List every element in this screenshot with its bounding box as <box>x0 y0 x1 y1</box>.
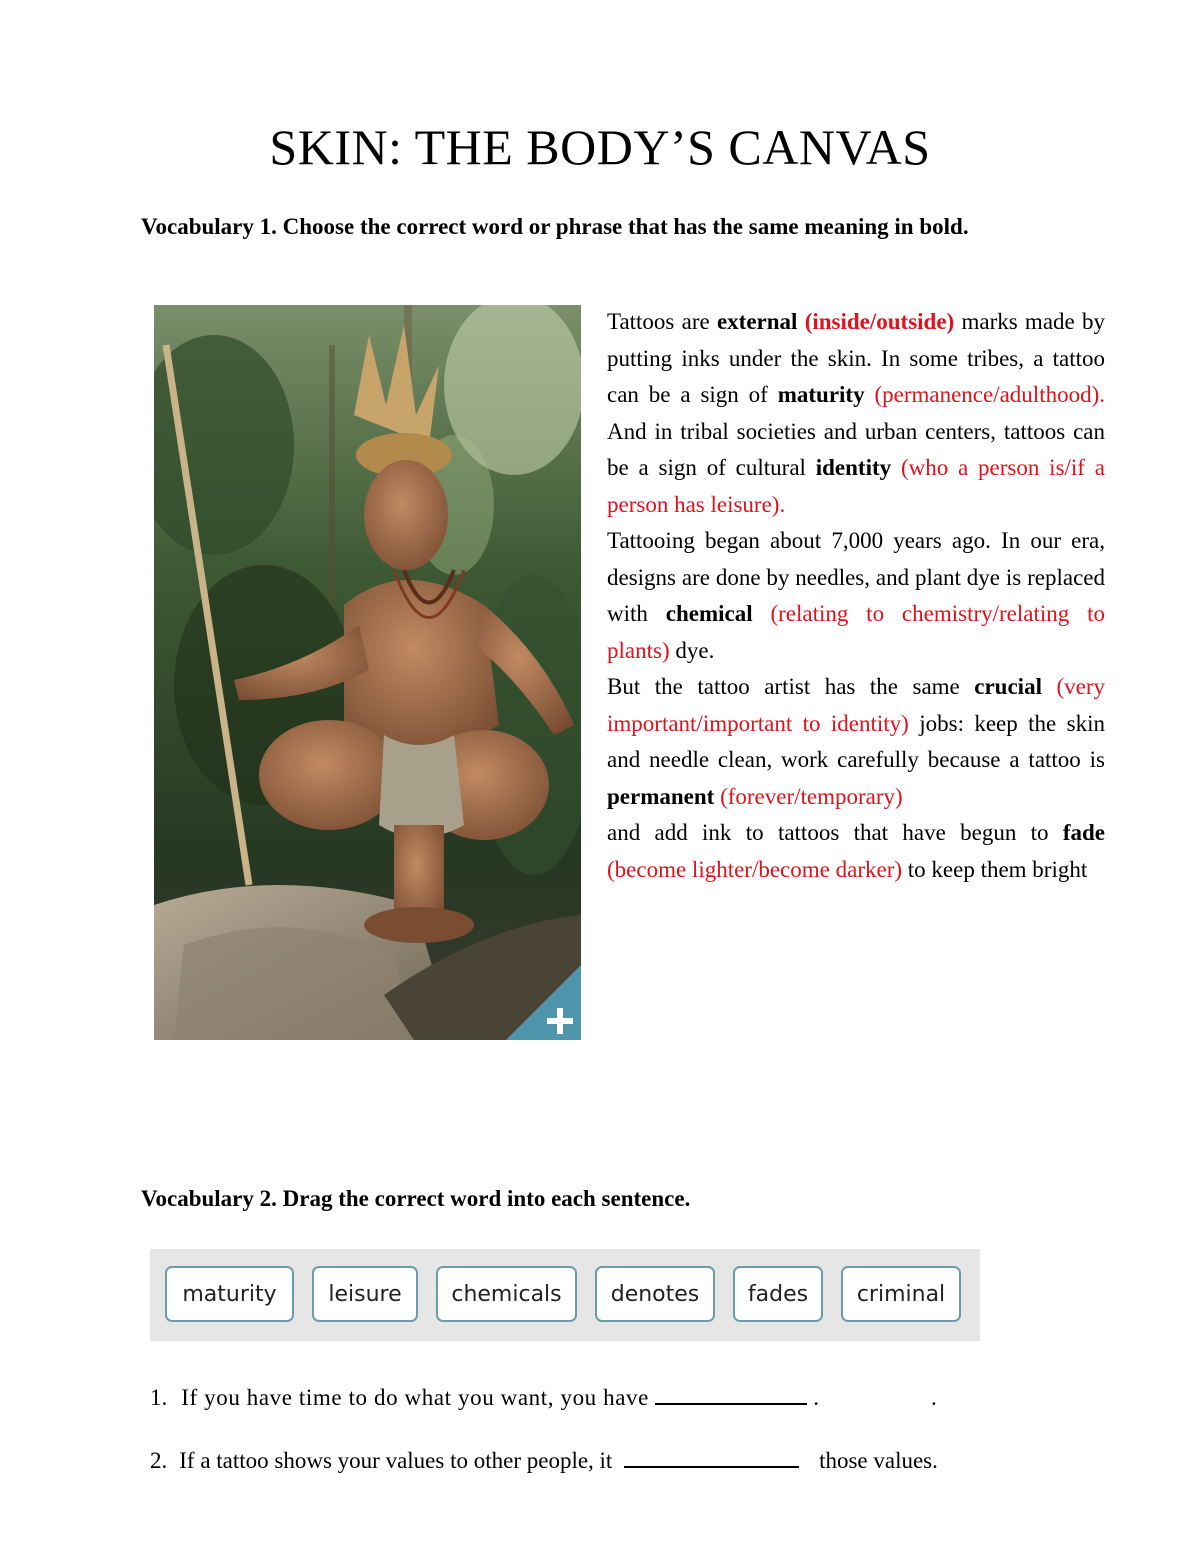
passage-text: marks made by putting inks under the skin. In some tribes, a tattoo can be a sign of <box>607 309 1105 407</box>
passage-text: But the tattoo artist has the same <box>607 674 975 699</box>
passage-text: Tattoos are <box>607 309 717 334</box>
passage-text: and add ink to tattoos that have begun to <box>607 820 1063 845</box>
word-chip-maturity[interactable]: maturity <box>165 1266 294 1322</box>
choice-options-external[interactable]: (inside/outside) <box>797 309 955 334</box>
question-end: . <box>813 1385 820 1410</box>
choice-options-identity[interactable]: (who a person is/if a person has leisure). <box>607 455 1105 517</box>
passage-paragraph-1 <box>607 304 1105 523</box>
reading-passage <box>607 304 1105 888</box>
passage-text: Tattooing began about 7,000 years ago. In our era, designs are done by needles, and plant dye is replaced with <box>607 528 1105 626</box>
tattoo-photo <box>154 305 581 1040</box>
choice-options-permanent[interactable]: (forever/temporary) <box>714 783 903 809</box>
page-title: SKIN: THE BODY’S CANVAS <box>269 119 931 175</box>
vocab-word-external: external <box>716 309 798 334</box>
vocabulary-1-instruction: Vocabulary 1. Choose the correct word or phrase that has the same meaning in bold. <box>141 214 969 239</box>
answer-blank-1[interactable] <box>655 1385 807 1405</box>
plus-icon[interactable] <box>547 1008 573 1034</box>
jungle-man-illustration <box>154 305 581 1040</box>
passage-text: to keep them bright <box>902 856 1088 882</box>
choice-options-crucial[interactable]: (very important/important to identity) <box>607 674 1106 736</box>
choice-options-fade[interactable]: (become lighter/become darker) <box>607 856 903 882</box>
word-bank <box>150 1249 980 1341</box>
passage-text: dye. <box>669 637 715 663</box>
question-end: those values. <box>819 1448 938 1473</box>
question-end: . <box>931 1385 937 1410</box>
word-chip-denotes[interactable]: denotes <box>595 1266 715 1322</box>
word-chip-criminal[interactable]: criminal <box>841 1266 961 1322</box>
vocab-word-identity: identity <box>815 455 892 480</box>
word-chip-leisure[interactable]: leisure <box>312 1266 418 1322</box>
word-chip-chemicals[interactable]: chemicals <box>436 1266 577 1322</box>
vocab-word-maturity: maturity <box>777 382 865 407</box>
vocab-word-chemical: chemical <box>665 601 753 626</box>
question-text: If a tattoo shows your values to other people, it <box>179 1448 619 1473</box>
passage-paragraph-2 <box>607 523 1105 669</box>
question-text: If you have time to do what you want, you have <box>181 1385 656 1410</box>
vocab-word-crucial: crucial <box>974 674 1042 699</box>
question-2 <box>150 1446 938 1476</box>
word-chip-fades[interactable]: fades <box>733 1266 823 1322</box>
choice-options-chemical[interactable]: (relating to chemistry/relating to plants) <box>607 601 1105 663</box>
question-1 <box>150 1383 937 1413</box>
passage-text: And in tribal societies and urban centers, tattoos can be a sign of cultural <box>607 418 1105 480</box>
vocab-word-permanent: permanent <box>607 783 715 809</box>
answer-blank-2[interactable] <box>624 1448 799 1468</box>
passage-paragraph-3 <box>607 669 1105 815</box>
vocabulary-2-instruction: Vocabulary 2. Drag the correct word into each sentence. <box>141 1186 691 1211</box>
question-number: 2. <box>150 1448 168 1473</box>
vocab-word-fade: fade <box>1062 820 1105 845</box>
choice-options-maturity[interactable]: (permanence/adulthood). <box>864 382 1105 407</box>
passage-paragraph-4 <box>607 815 1105 888</box>
question-number: 1. <box>150 1385 168 1410</box>
passage-text: jobs: keep the skin and needle clean, work carefully because a tattoo is <box>607 710 1105 772</box>
